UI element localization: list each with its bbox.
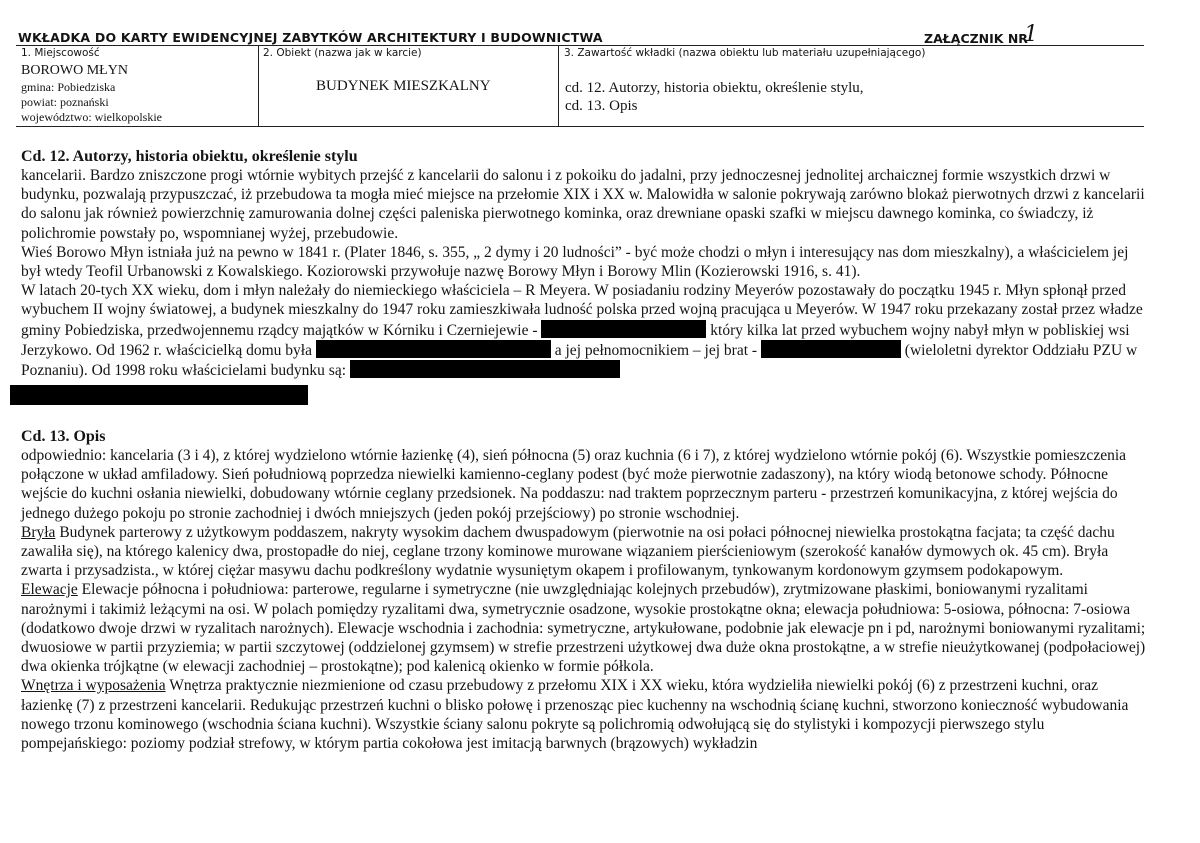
redaction-block [761,340,901,358]
section-13-title: Cd. 13. Opis [21,428,106,445]
annex-number: 1 [1024,22,1038,47]
redaction-block [541,320,706,338]
object-name: BUDYNEK MIESZKALNY [316,78,491,94]
bryla-heading: Bryła [21,523,56,541]
locality-name: BOROWO MŁYN [21,63,128,78]
table-bottom-rule [16,126,1144,127]
bryla-text: Budynek parterowy z użytkowym poddaszem, nakryty wysokim dachem dwuspadowym (pierwotnie na osi połaci północnej niewielka prostokątna facjata; ta część dachu zawaliła się), na którego kalenicy dwa, prostopadłe do niej, ceglane trzony kominowe murowane wiązaniem pierścieniowym (szerokość kanałów dymowych ok. 45 cm). Bryła zwarta i przysadzista., w której ciężar masywu dachu podkreślony wydatnie wysuniętym okapem i profilowanym, tynkowanym kordonowym gzymsem podokapowym. [21,523,1115,580]
redaction-block [316,340,551,358]
section-13-bryla [21,523,1146,581]
section-13-paragraph-1: odpowiednio: kancelaria (3 i 4), z której wydzielono wtórnie łazienkę (4), sień północna (5) oraz kuchnia (6 i 7), z której wydzielono wtórnie pokój (6). Wszystkie pomieszczenia połączone w układ amfiladowy. Sień południową poprzedza niewielki kamienno-ceglany podest (być może pierwotnie zadaszony), na który wiodą betonowe schody. Północne wejście do kuchni osłania niewielki, dobudowany wtórnie ceglany przedsionek. Na poddaszu: nad traktem poprzecznym parteru - przestrzeń komunikacyjna, z której wejścia do jednego dużego pokoju po stronie zachodniej i dwóch mniejszych (jeden pokój przejściowy) po stronie wschodniej. [21,447,1127,522]
content-line-2: cd. 13. Opis [565,98,638,114]
section-12-paragraph-2: Wieś Borowo Młyn istniała już na pewno w 1841 r. (Plater 1846, s. 355, „ 2 dymy i 20 ludności” - być może chodzi o młyn i interesujący nas dom mieszkalny), a właścicielem jej był wtedy Teofil Urbanowski z Kowalskiego. Koziorowski przywołuje nazwę Borowy Młyn i Borowy Mlin (Kozierowski 1916, s. 41). [21,243,1129,281]
redaction-block [10,385,308,405]
table-top-rule [16,45,1144,46]
wnetrza-text: Wnętrza praktycznie niezmienione od czasu przebudowy z przełomu XIX i XX wieku, która wydzieliła niewielki pokój (6) z przestrzeni kuchni, oraz łazienkę (7) z przestrzeni kancelarii. Redukując przestrzeń kuchni o blisko połowę i przenosząc piec kuchenny na wschodnią ścianę kuchni, stworzono konieczność wybudowania nowego trzonu kominowego (wschodnia ściana kuchni). Wszystkie ściany salonu pokryte są polichromią odwołującą się do stylistyki i kompozycji pierwszego stylu pompejańskiego: poziomy podział strefowy, w którym partia cokołowa jest imitacją barwnych (brązowych) wykładzin [21,677,1129,753]
wojewodztwo: województwo: wielkopolskie [21,110,162,124]
table-divider-1 [258,45,259,126]
section-12-body [21,166,1146,380]
form-title: WKŁADKA DO KARTY EWIDENCYJNEJ ZABYTKÓW ARCHITEKTURY I BUDOWNICTWA [18,30,603,45]
object-label: 2. Obiekt (nazwa jak w karcie) [263,47,422,59]
section-13-body [21,446,1146,753]
section-13-elewacje [21,580,1146,676]
content-line-1: cd. 12. Autorzy, historia obiektu, określenie stylu, [565,80,864,96]
section-13-wnetrza [21,676,1146,753]
redaction-block [350,360,620,378]
section-12-p3-part-b: który kilka lat przed wybuchem wojny nabył młyn w pobliskiej wsi Jerzykowo. Od 1962 r. właścicielką domu była [21,321,1130,359]
section-12-title: Cd. 12. Autorzy, historia obiektu, określenie stylu [21,148,358,165]
locality-label: 1. Miejscowość [21,47,100,59]
powiat: powiat: poznański [21,95,109,109]
section-12-paragraph-3 [21,281,1146,380]
section-12-p3-part-d: (wieloletni dyrektor Oddziału PZU w Poznaniu). Od 1998 roku właścicielami budynku są: [21,341,1138,380]
table-divider-2 [558,45,559,126]
elewacje-heading: Elewacje [21,581,78,599]
elewacje-text: Elewacje północna i południowa: parterowe, regularne i symetryczne (nie uwzględniając kolejnych przebudów), zrytmizowane płaskimi, boniowanymi ryzalitami narożnymi i takimiż leżącymi na osi. W polach pomiędzy ryzalitami dwa, symetrycznie osadzone, wysokie prostokątne okna; elewacja południowa: 5-osiowa, północna: 7-osiowa (dodatkowo dwoje drzwi w ryzalitach narożnych). Elewacje wschodnia i zachodnia: symetryczne, artykułowane, podobnie jak elewacje pn i pd, narożnymi boniowanymi ryzalitami; dwuosiowe w partii przyziemia; w partii szczytowej (oddzielonej gzymsem) w strefie przestrzeni użytkowej dwa duże okna prostokątne, a w strefie nieużytkowanej (podpołaciowej) dwa okienka trójkątne (w elewacji zachodniej – prostokątne); pod kalenicą okienko w formie półkola. [21,581,1146,676]
section-12-paragraph-1: kancelarii. Bardzo zniszczone progi wtórnie wybitych przejść z kancelarii do salonu i z pokoiku do jadalni, przy jednoczesnej jednolitej archaicznej formie wszystkich drzwi w budynku, pozwalają przypuszczać, iż przebudowa ta mogła mieć miejsce na przełomie XIX i XX w. Malowidła w salonie pokrywają zarówno blokaż pierwotnych drzwi z kancelarii do salonu jak również powierzchnię zamurowania dolnej części paleniska pierwotnego kominka, oraz drewniane opaski szafki w miejscu dawnego kominka, co świadczy, iż polichromie powstały po, wspomnianej wyżej, przebudowie. [21,167,1145,242]
wnetrza-heading: Wnętrza i wyposażenia [21,677,166,695]
gmina: gmina: Pobiedziska [21,80,116,94]
section-12-p3-part-a: W latach 20-tych XX wieku, dom i młyn należały do niemieckiego właściciela – R Meyera. W posiadaniu rodziny Meyerów pozostawały do początku 1945 r. Młyn spłonął przed wybuchem II wojny światowej, a budynek mieszkalny do 1947 roku zamieszkiwała ludność polska przed wojną pracująca u Meyerów. W 1947 roku przekazany został przez władze gminy Pobiedziska, przedwojennemu rządcy majątków w Kórniku i Czerniejewie - [21,282,1143,339]
section-12-p3-part-c: a jej pełnomocnikiem – jej brat - [554,341,758,359]
content-label: 3. Zawartość wkładki (nazwa obiektu lub materiału uzupełniającego) [564,47,926,59]
annex-label: ZAŁĄCZNIK NR [924,31,1028,46]
